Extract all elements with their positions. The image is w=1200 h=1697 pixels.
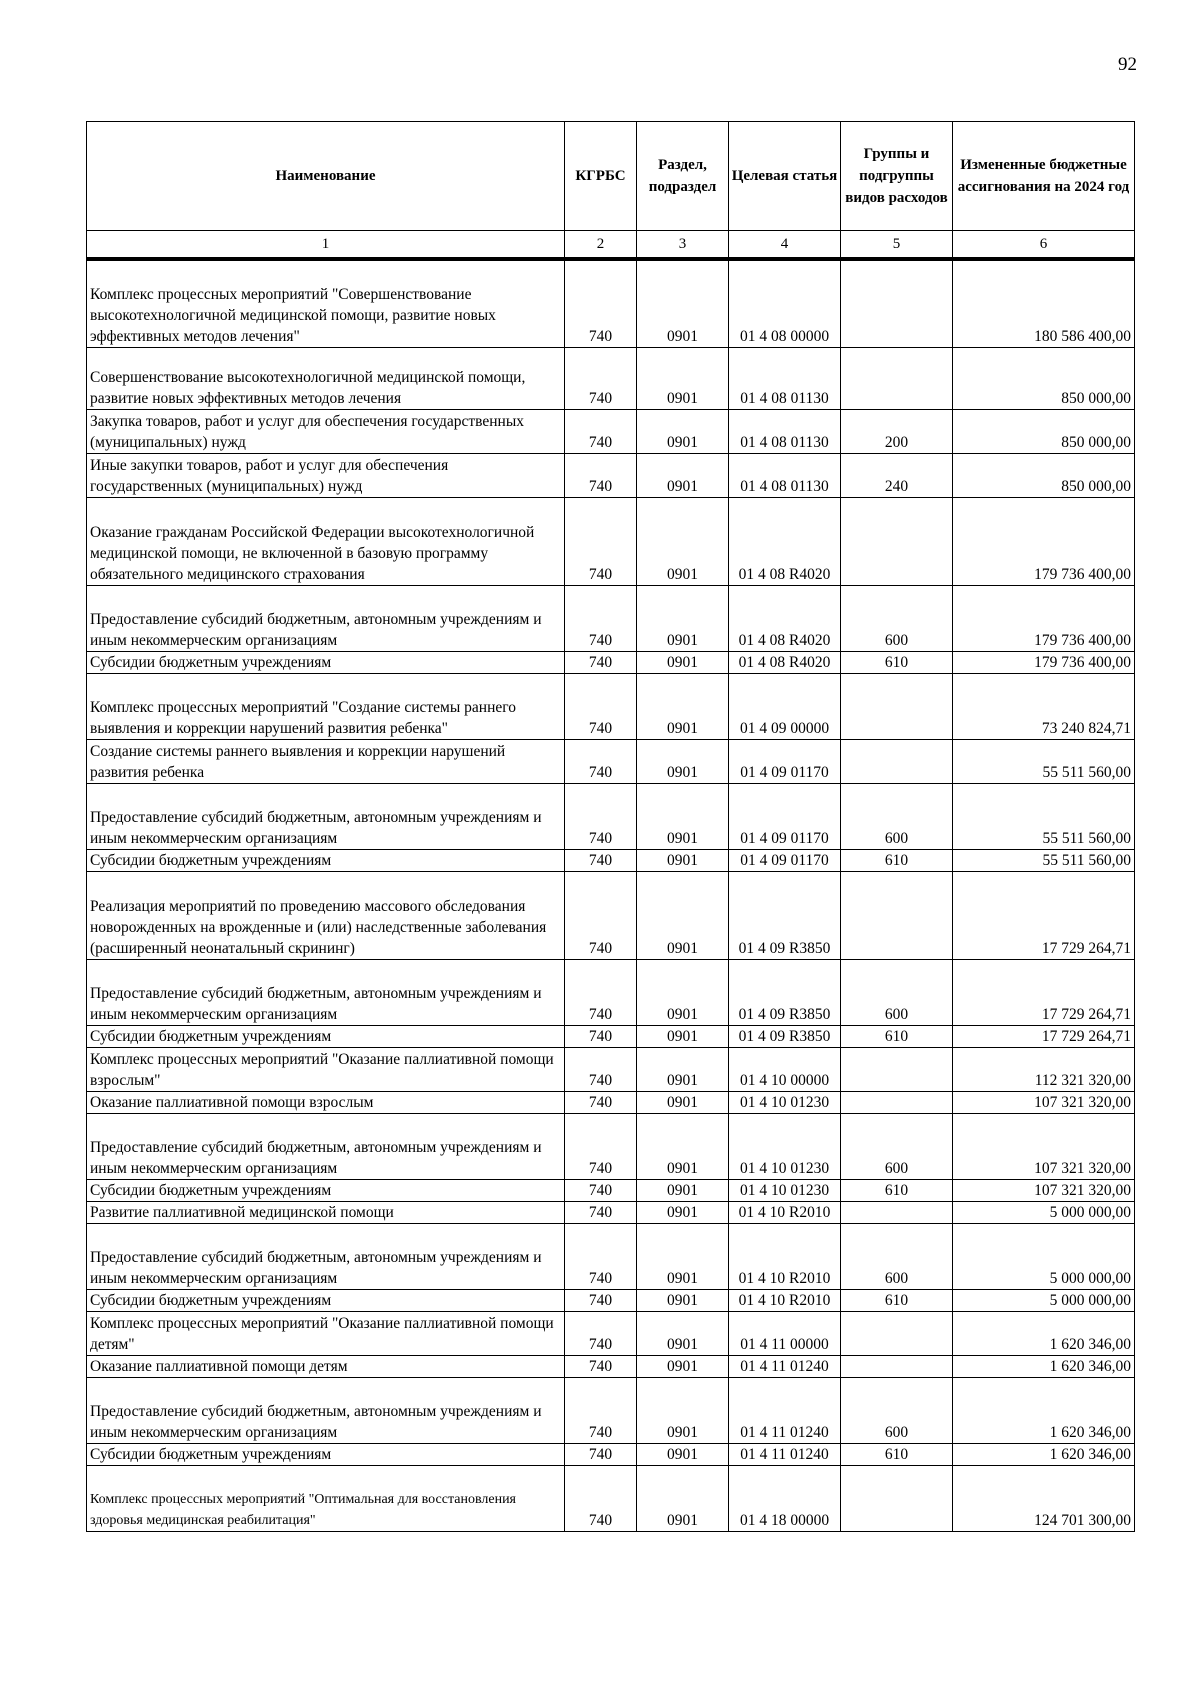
column-number: 2: [565, 231, 637, 260]
row-amount: 55 511 560,00: [953, 849, 1135, 871]
row-group: 600: [841, 1377, 953, 1443]
table-row: [87, 739, 1135, 783]
row-section: 0901: [637, 739, 729, 783]
column-numbers-row: [87, 231, 1135, 260]
row-group: [841, 497, 953, 585]
row-kgrbs: 740: [565, 347, 637, 409]
row-target: 01 4 10 01230: [729, 1179, 841, 1201]
table-row: [87, 673, 1135, 739]
row-amount: 107 321 320,00: [953, 1091, 1135, 1113]
row-group: 600: [841, 959, 953, 1025]
row-amount: 5 000 000,00: [953, 1201, 1135, 1223]
table-row: [87, 1311, 1135, 1355]
row-target: 01 4 10 R2010: [729, 1201, 841, 1223]
row-group: 200: [841, 409, 953, 453]
row-name: Предоставление субсидий бюджетным, автономным учреждениям и иным некоммерческим организациям: [87, 585, 565, 651]
table-row: [87, 453, 1135, 497]
row-name: Оказание гражданам Российской Федерации высокотехнологичной медицинской помощи, не включенной в базовую программу обязательного медицинского страхования: [87, 497, 565, 585]
table-row: [87, 259, 1135, 347]
table-row: [87, 1443, 1135, 1465]
row-section: 0901: [637, 1223, 729, 1289]
row-kgrbs: 740: [565, 1025, 637, 1047]
row-name: Оказание паллиативной помощи детям: [87, 1355, 565, 1377]
row-group: 600: [841, 585, 953, 651]
table-row: [87, 1223, 1135, 1289]
row-section: 0901: [637, 585, 729, 651]
table-row: [87, 1355, 1135, 1377]
row-group: [841, 1201, 953, 1223]
table-row: [87, 1047, 1135, 1091]
row-group: [841, 1355, 953, 1377]
row-section: 0901: [637, 1179, 729, 1201]
row-section: 0901: [637, 959, 729, 1025]
row-amount: 1 620 346,00: [953, 1443, 1135, 1465]
row-target: 01 4 11 01240: [729, 1443, 841, 1465]
row-section: 0901: [637, 651, 729, 673]
header-section: Раздел, подраздел: [637, 122, 729, 231]
row-target: 01 4 11 00000: [729, 1311, 841, 1355]
row-group: 610: [841, 1289, 953, 1311]
row-amount: 17 729 264,71: [953, 959, 1135, 1025]
row-kgrbs: 740: [565, 1289, 637, 1311]
row-kgrbs: 740: [565, 497, 637, 585]
row-amount: 55 511 560,00: [953, 783, 1135, 849]
row-target: 01 4 09 01170: [729, 783, 841, 849]
row-name: Реализация мероприятий по проведению массового обследования новорожденных на врожденные и (или) наследственные заболевания (расширенный неонатальный скрининг): [87, 871, 565, 959]
row-section: 0901: [637, 1289, 729, 1311]
row-target: 01 4 08 00000: [729, 259, 841, 347]
row-group: [841, 673, 953, 739]
row-amount: 107 321 320,00: [953, 1113, 1135, 1179]
table-row: [87, 1091, 1135, 1113]
row-target: 01 4 10 01230: [729, 1091, 841, 1113]
row-kgrbs: 740: [565, 673, 637, 739]
row-name: Предоставление субсидий бюджетным, автономным учреждениям и иным некоммерческим организациям: [87, 1223, 565, 1289]
row-group: 610: [841, 1443, 953, 1465]
column-number: 3: [637, 231, 729, 260]
row-name: Иные закупки товаров, работ и услуг для обеспечения государственных (муниципальных) нужд: [87, 453, 565, 497]
column-number: 4: [729, 231, 841, 260]
table-row: [87, 959, 1135, 1025]
row-amount: 179 736 400,00: [953, 651, 1135, 673]
table-row: [87, 1289, 1135, 1311]
row-group: 610: [841, 651, 953, 673]
row-section: 0901: [637, 1355, 729, 1377]
row-amount: 5 000 000,00: [953, 1289, 1135, 1311]
row-group: 600: [841, 1113, 953, 1179]
row-name: Комплекс процессных мероприятий "Оказание паллиативной помощи взрослым": [87, 1047, 565, 1091]
row-kgrbs: 740: [565, 1355, 637, 1377]
row-amount: 850 000,00: [953, 409, 1135, 453]
row-kgrbs: 740: [565, 409, 637, 453]
row-target: 01 4 10 R2010: [729, 1223, 841, 1289]
row-target: 01 4 09 01170: [729, 739, 841, 783]
row-section: 0901: [637, 1377, 729, 1443]
row-target: 01 4 18 00000: [729, 1465, 841, 1531]
budget-table: [86, 121, 1135, 1532]
row-amount: 17 729 264,71: [953, 871, 1135, 959]
row-name: Предоставление субсидий бюджетным, автономным учреждениям и иным некоммерческим организациям: [87, 1113, 565, 1179]
row-kgrbs: 740: [565, 1311, 637, 1355]
table-row: [87, 497, 1135, 585]
row-name: Предоставление субсидий бюджетным, автономным учреждениям и иным некоммерческим организациям: [87, 959, 565, 1025]
row-name: Комплекс процессных мероприятий "Создание системы раннего выявления и коррекции нарушений развития ребенка": [87, 673, 565, 739]
row-section: 0901: [637, 1113, 729, 1179]
row-amount: 1 620 346,00: [953, 1377, 1135, 1443]
table-row: [87, 1201, 1135, 1223]
row-kgrbs: 740: [565, 651, 637, 673]
row-amount: 179 736 400,00: [953, 497, 1135, 585]
row-group: [841, 1465, 953, 1531]
row-target: 01 4 11 01240: [729, 1355, 841, 1377]
table-row: [87, 651, 1135, 673]
table-row: [87, 585, 1135, 651]
table-row: [87, 1377, 1135, 1443]
row-section: 0901: [637, 409, 729, 453]
row-amount: 73 240 824,71: [953, 673, 1135, 739]
row-section: 0901: [637, 1443, 729, 1465]
row-kgrbs: 740: [565, 1465, 637, 1531]
row-section: 0901: [637, 1025, 729, 1047]
row-name: Комплекс процессных мероприятий "Оказание паллиативной помощи детям": [87, 1311, 565, 1355]
row-group: [841, 739, 953, 783]
row-group: 240: [841, 453, 953, 497]
row-kgrbs: 740: [565, 1201, 637, 1223]
row-name: Развитие паллиативной медицинской помощи: [87, 1201, 565, 1223]
row-kgrbs: 740: [565, 739, 637, 783]
row-kgrbs: 740: [565, 1179, 637, 1201]
row-section: 0901: [637, 1091, 729, 1113]
row-target: 01 4 08 01130: [729, 453, 841, 497]
row-section: 0901: [637, 1047, 729, 1091]
table-row: [87, 871, 1135, 959]
row-kgrbs: 740: [565, 959, 637, 1025]
row-kgrbs: 740: [565, 453, 637, 497]
row-amount: 124 701 300,00: [953, 1465, 1135, 1531]
row-section: 0901: [637, 497, 729, 585]
row-kgrbs: 740: [565, 585, 637, 651]
table-row: [87, 783, 1135, 849]
row-target: 01 4 09 R3850: [729, 1025, 841, 1047]
row-amount: 107 321 320,00: [953, 1179, 1135, 1201]
row-amount: 179 736 400,00: [953, 585, 1135, 651]
row-name: Закупка товаров, работ и услуг для обеспечения государственных (муниципальных) нужд: [87, 409, 565, 453]
row-target: 01 4 10 01230: [729, 1113, 841, 1179]
row-group: 610: [841, 1025, 953, 1047]
row-section: 0901: [637, 849, 729, 871]
row-name: Субсидии бюджетным учреждениям: [87, 1179, 565, 1201]
row-kgrbs: 740: [565, 1377, 637, 1443]
row-name: Предоставление субсидий бюджетным, автономным учреждениям и иным некоммерческим организациям: [87, 1377, 565, 1443]
table-row: [87, 409, 1135, 453]
row-target: 01 4 09 R3850: [729, 959, 841, 1025]
row-target: 01 4 10 00000: [729, 1047, 841, 1091]
table-row: [87, 1465, 1135, 1531]
row-section: 0901: [637, 347, 729, 409]
table-header-row: [87, 122, 1135, 231]
row-group: [841, 871, 953, 959]
row-name: Субсидии бюджетным учреждениям: [87, 651, 565, 673]
row-target: 01 4 11 01240: [729, 1377, 841, 1443]
row-amount: 112 321 320,00: [953, 1047, 1135, 1091]
row-section: 0901: [637, 1201, 729, 1223]
row-group: 600: [841, 783, 953, 849]
row-name: Оказание паллиативной помощи взрослым: [87, 1091, 565, 1113]
row-amount: 850 000,00: [953, 347, 1135, 409]
page-number: 92: [1118, 54, 1137, 75]
header-groups: Группы и подгруппы видов расходов: [841, 122, 953, 231]
row-group: [841, 347, 953, 409]
row-section: 0901: [637, 1465, 729, 1531]
row-section: 0901: [637, 259, 729, 347]
row-kgrbs: 740: [565, 1443, 637, 1465]
table-row: [87, 1179, 1135, 1201]
row-target: 01 4 09 01170: [729, 849, 841, 871]
row-target: 01 4 10 R2010: [729, 1289, 841, 1311]
row-kgrbs: 740: [565, 1223, 637, 1289]
table-row: [87, 347, 1135, 409]
row-name: Совершенствование высокотехнологичной медицинской помощи, развитие новых эффективных методов лечения: [87, 347, 565, 409]
table-row: [87, 849, 1135, 871]
header-kgrbs: КГРБС: [565, 122, 637, 231]
table-row: [87, 1113, 1135, 1179]
row-name: Субсидии бюджетным учреждениям: [87, 1025, 565, 1047]
row-amount: 17 729 264,71: [953, 1025, 1135, 1047]
row-target: 01 4 09 00000: [729, 673, 841, 739]
row-amount: 55 511 560,00: [953, 739, 1135, 783]
row-target: 01 4 08 R4020: [729, 497, 841, 585]
row-group: 600: [841, 1223, 953, 1289]
row-group: 610: [841, 849, 953, 871]
column-number: 5: [841, 231, 953, 260]
row-amount: 1 620 346,00: [953, 1311, 1135, 1355]
header-target: Целевая статья: [729, 122, 841, 231]
row-group: [841, 259, 953, 347]
row-kgrbs: 740: [565, 783, 637, 849]
row-name: Субсидии бюджетным учреждениям: [87, 1443, 565, 1465]
row-kgrbs: 740: [565, 1091, 637, 1113]
row-name: Создание системы раннего выявления и коррекции нарушений развития ребенка: [87, 739, 565, 783]
row-amount: 5 000 000,00: [953, 1223, 1135, 1289]
row-target: 01 4 08 R4020: [729, 585, 841, 651]
row-group: [841, 1047, 953, 1091]
row-amount: 850 000,00: [953, 453, 1135, 497]
row-target: 01 4 08 01130: [729, 347, 841, 409]
row-group: [841, 1311, 953, 1355]
row-group: 610: [841, 1179, 953, 1201]
row-section: 0901: [637, 871, 729, 959]
row-name: Предоставление субсидий бюджетным, автономным учреждениям и иным некоммерческим организациям: [87, 783, 565, 849]
row-kgrbs: 740: [565, 1047, 637, 1091]
row-kgrbs: 740: [565, 259, 637, 347]
column-number: 6: [953, 231, 1135, 260]
row-name: Субсидии бюджетным учреждениям: [87, 849, 565, 871]
header-amount: Измененные бюджетные ассигнования на 2024 год: [953, 122, 1135, 231]
row-amount: 180 586 400,00: [953, 259, 1135, 347]
row-section: 0901: [637, 673, 729, 739]
row-name: Комплекс процессных мероприятий "Совершенствование высокотехнологичной медицинской помощи, развитие новых эффективных методов лечения": [87, 259, 565, 347]
row-amount: 1 620 346,00: [953, 1355, 1135, 1377]
column-number: 1: [87, 231, 565, 260]
row-name: Комплекс процессных мероприятий "Оптимальная для восстановления здоровья медицинская реабилитация": [87, 1465, 565, 1531]
row-name: Субсидии бюджетным учреждениям: [87, 1289, 565, 1311]
row-section: 0901: [637, 783, 729, 849]
row-kgrbs: 740: [565, 849, 637, 871]
row-group: [841, 1091, 953, 1113]
row-target: 01 4 08 R4020: [729, 651, 841, 673]
row-kgrbs: 740: [565, 871, 637, 959]
row-section: 0901: [637, 1311, 729, 1355]
row-kgrbs: 740: [565, 1113, 637, 1179]
table-row: [87, 1025, 1135, 1047]
row-section: 0901: [637, 453, 729, 497]
row-target: 01 4 09 R3850: [729, 871, 841, 959]
row-target: 01 4 08 01130: [729, 409, 841, 453]
header-name: Наименование: [87, 122, 565, 231]
